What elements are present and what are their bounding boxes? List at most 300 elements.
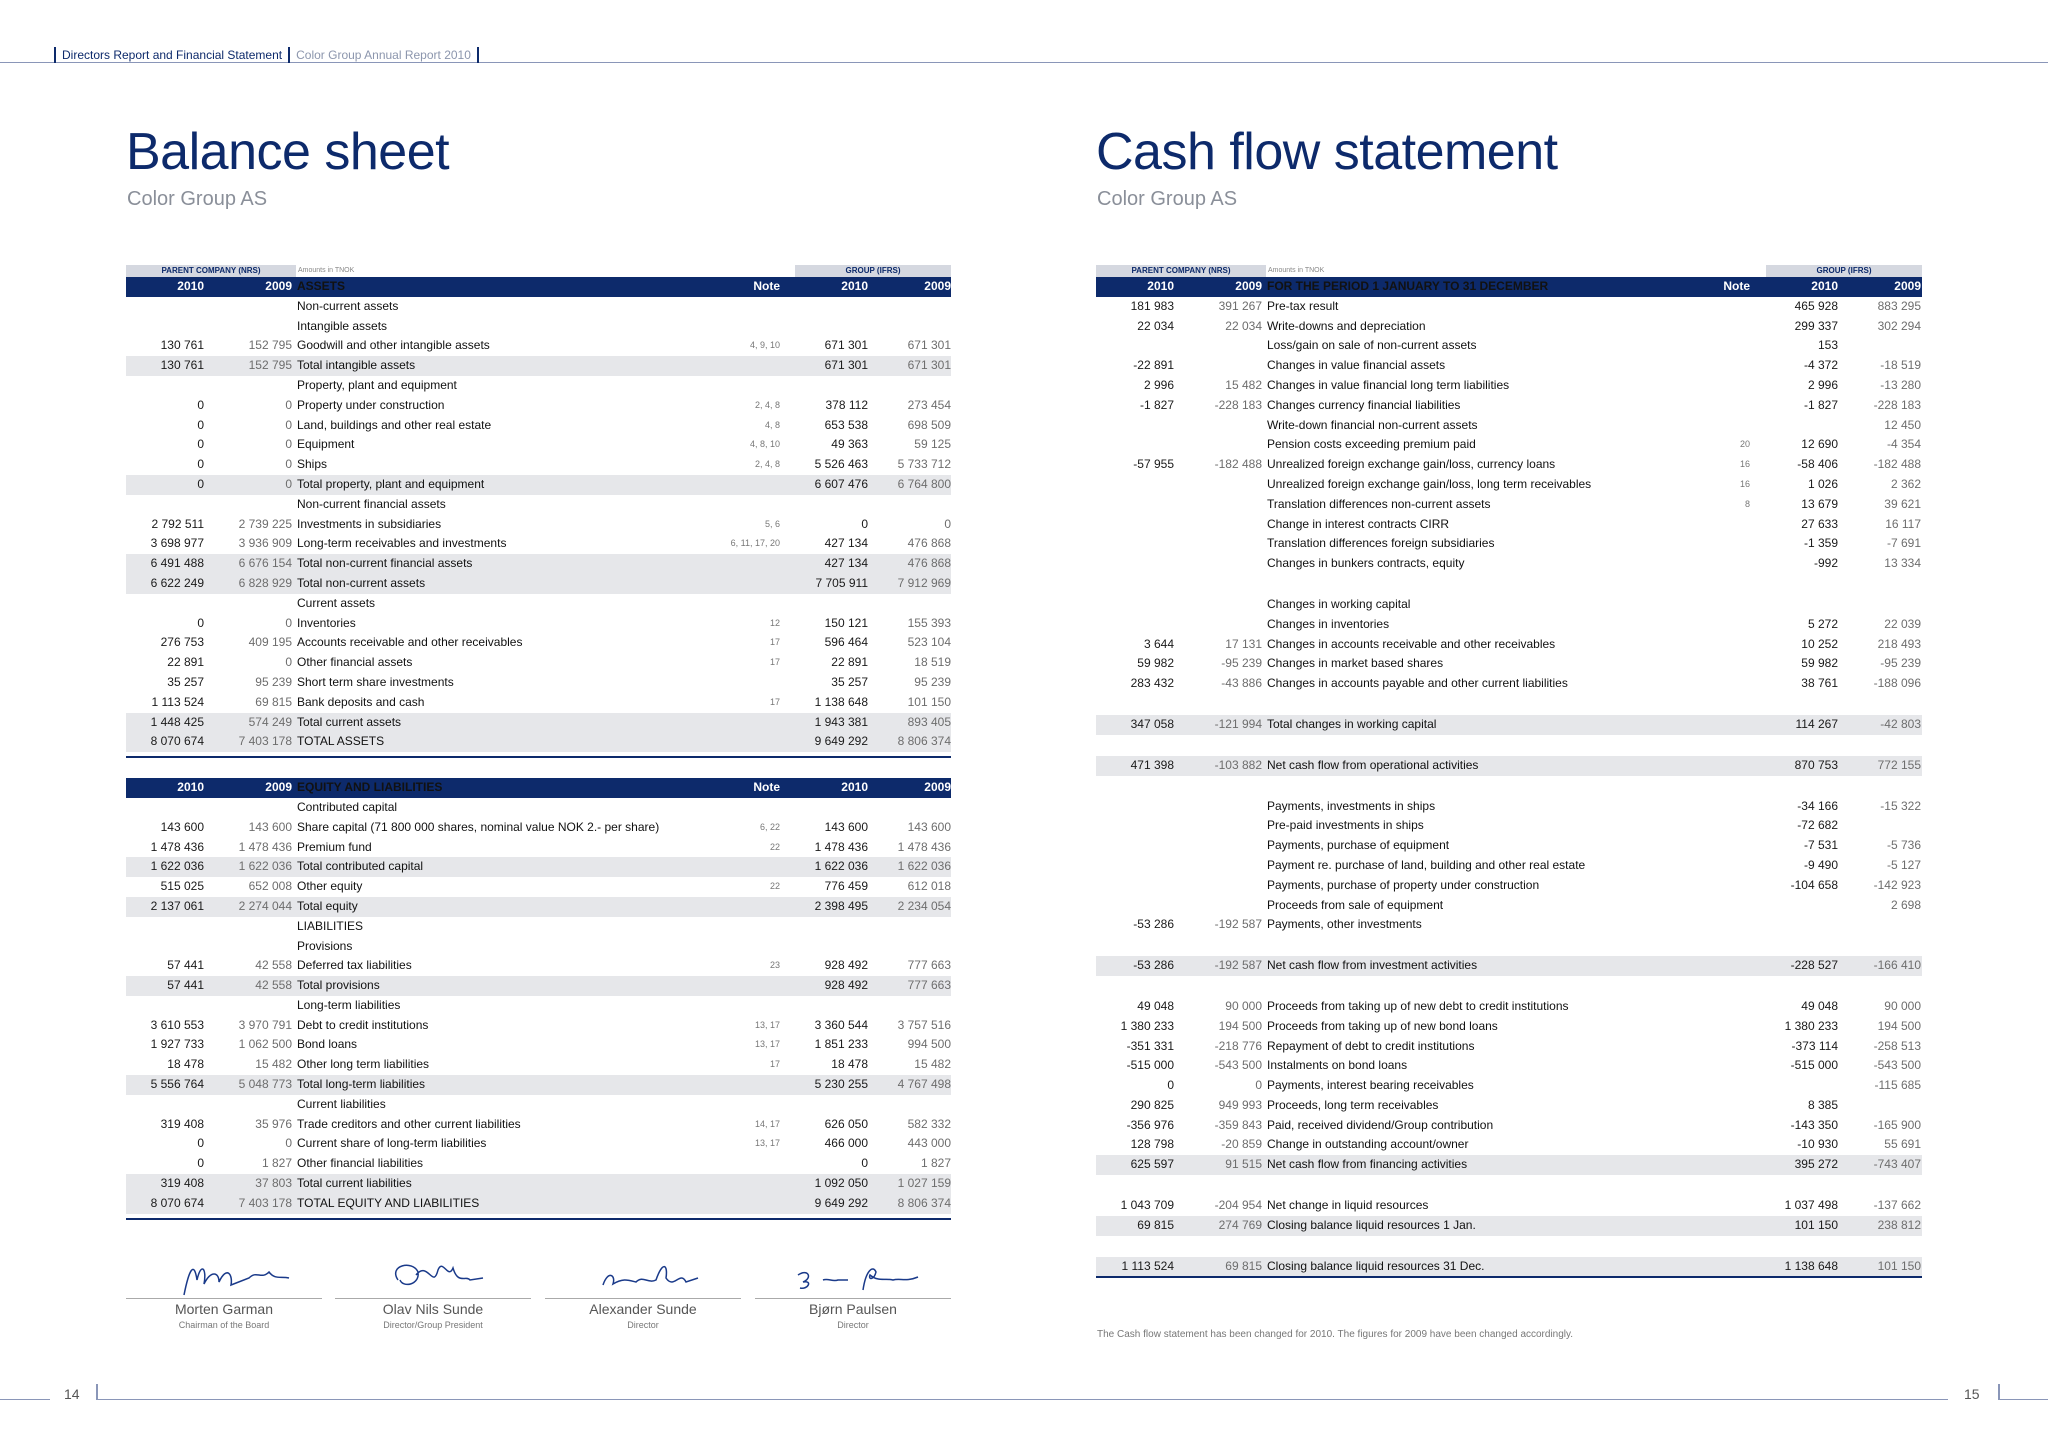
- table-row: [1096, 1037, 1922, 1057]
- group-2009-cell: 476 868: [907, 536, 951, 551]
- amounts-label: Amounts in TNOK: [1268, 267, 1325, 274]
- group-2009-cell: -743 407: [1873, 1157, 1921, 1172]
- group-2009-cell: 1 478 436: [897, 839, 951, 854]
- parent-2009-cell: 69 815: [255, 694, 292, 709]
- parent-2010-cell: 2010: [177, 279, 204, 293]
- group-2009-cell: 59 125: [914, 437, 951, 452]
- group-2009-cell: 476 868: [907, 556, 951, 571]
- item-label: Total changes in working capital: [1267, 716, 1437, 731]
- signature-scribble: [149, 1250, 299, 1300]
- group-2009-cell: 6 764 800: [897, 476, 951, 491]
- parent-2010-cell: 128 798: [1130, 1137, 1174, 1152]
- item-label: Net cash flow from financing activities: [1267, 1157, 1468, 1172]
- parent-2010-cell: 1 380 233: [1120, 1018, 1174, 1033]
- group-2009-cell: 994 500: [907, 1037, 951, 1052]
- group-2010-cell: 653 538: [824, 417, 868, 432]
- group-2009-cell: 101 150: [1877, 1258, 1921, 1273]
- table-row: [1096, 297, 1922, 317]
- group-2010-cell: 12 690: [1801, 437, 1838, 452]
- parent-2009-cell: 3 970 791: [238, 1017, 292, 1032]
- parent-2010-cell: -351 331: [1126, 1038, 1174, 1053]
- group-2009-cell: 16 117: [1885, 516, 1921, 531]
- parent-2009-cell: 95 239: [255, 674, 292, 689]
- group-2010-cell: -7 531: [1803, 838, 1838, 853]
- group-2009-cell: 2009: [924, 780, 951, 795]
- group-2009-cell: 8 806 374: [897, 1195, 951, 1210]
- table-row: [126, 838, 951, 858]
- group-2009-cell: 582 332: [907, 1116, 951, 1131]
- table-row: [1096, 317, 1922, 337]
- cashflow-subtitle: Color Group AS: [1097, 188, 1238, 210]
- table-row: [126, 996, 951, 1016]
- group-2010-cell: -1 827: [1803, 397, 1838, 412]
- parent-2009-cell: 0: [285, 397, 292, 412]
- parent-2009-cell: -543 500: [1214, 1058, 1262, 1073]
- group-2010-cell: 10 252: [1801, 636, 1838, 651]
- row-spacer: [1096, 976, 1922, 997]
- item-label: Provisions: [297, 938, 353, 953]
- parent-company-label: PARENT COMPANY (NRS): [126, 265, 296, 277]
- group-2009-cell: 95 239: [914, 674, 951, 689]
- table-row: [1096, 674, 1922, 694]
- amounts-label: Amounts in TNOK: [298, 267, 355, 274]
- item-label: Change in outstanding account/owner: [1267, 1137, 1469, 1152]
- item-label: Unrealized foreign exchange gain/loss, long term receivables: [1267, 476, 1592, 491]
- parent-2010-cell: 2010: [1147, 279, 1174, 293]
- item-label: Property under construction: [297, 397, 445, 412]
- parent-2010-cell: 0: [197, 476, 204, 491]
- item-label: Net change in liquid resources: [1267, 1198, 1429, 1213]
- table-row: [126, 1115, 951, 1135]
- table-row: [126, 937, 951, 957]
- table-row: [126, 877, 951, 897]
- item-label: Closing balance liquid resources 31 Dec.: [1267, 1258, 1485, 1273]
- table-row: [126, 297, 951, 317]
- table-row: [1096, 534, 1922, 554]
- group-2010-cell: 59 982: [1801, 656, 1838, 671]
- group-2010-cell: 143 600: [824, 819, 868, 834]
- footer-rule: [0, 1399, 50, 1400]
- parent-2009-cell: 7 403 178: [238, 1195, 292, 1210]
- parent-2009-cell: 143 600: [248, 819, 292, 834]
- group-2009-cell: -7 691: [1886, 536, 1921, 551]
- parent-2009-cell: 0: [285, 476, 292, 491]
- note-cell: 22: [769, 881, 780, 892]
- item-label: Instalments on bond loans: [1267, 1058, 1408, 1073]
- group-2009-cell: -543 500: [1873, 1058, 1921, 1073]
- table-row: [126, 475, 951, 495]
- group-2009-cell: 2009: [924, 279, 951, 293]
- group-2010-cell: 0: [861, 516, 868, 531]
- parent-2010-cell: 2 792 511: [151, 516, 204, 531]
- parent-2010-cell: 1 478 436: [150, 839, 204, 854]
- item-label: Proceeds, long term receivables: [1267, 1097, 1439, 1112]
- item-label: Proceeds from taking up of new debt to credit institutions: [1267, 998, 1569, 1013]
- footer-tick: [96, 1384, 98, 1400]
- table-rule: [126, 1218, 951, 1220]
- group-2010-cell: 22 891: [831, 655, 868, 670]
- group-2009-cell: 2 698: [1890, 897, 1921, 912]
- group-2009-cell: 883 295: [1877, 298, 1921, 313]
- table-row: [1096, 635, 1922, 655]
- group-2010-cell: 928 492: [824, 958, 868, 973]
- item-label: Total long-term liabilities: [297, 1077, 426, 1092]
- note-cell: 5, 6: [764, 518, 780, 529]
- table-row: [1096, 1155, 1922, 1175]
- item-label: FOR THE PERIOD 1 JANUARY TO 31 DECEMBER: [1267, 279, 1549, 293]
- group-2009-cell: -165 900: [1873, 1117, 1921, 1132]
- table-row: [1096, 956, 1922, 976]
- group-2009-cell: 238 812: [1877, 1217, 1921, 1232]
- item-label: Contributed capital: [297, 799, 398, 814]
- parent-2009-cell: 2 739 225: [238, 516, 292, 531]
- note-cell: 17: [769, 637, 780, 648]
- table-row: [1096, 475, 1922, 495]
- parent-2009-cell: 1 827: [261, 1156, 292, 1171]
- note-cell: 4, 8, 10: [749, 439, 780, 450]
- parent-2010-cell: 22 891: [167, 655, 204, 670]
- group-2010-cell: -373 114: [1791, 1038, 1838, 1053]
- group-2010-cell: 9 649 292: [814, 1195, 868, 1210]
- table-row: [1096, 1076, 1922, 1096]
- item-label: Net cash flow from operational activities: [1267, 757, 1479, 772]
- group-2009-cell: 612 018: [907, 879, 951, 894]
- parent-2010-cell: 0: [197, 1156, 204, 1171]
- table-row: [1096, 856, 1922, 876]
- table-row: [1096, 654, 1922, 674]
- parent-2009-cell: 6 676 154: [238, 556, 292, 571]
- parent-2009-cell: 91 515: [1225, 1157, 1262, 1172]
- item-label: Long-term receivables and investments: [297, 536, 507, 551]
- signatory-role: Director/Group President: [383, 1320, 483, 1330]
- table-row: [1096, 1196, 1922, 1216]
- parent-2009-cell: 42 558: [255, 978, 292, 993]
- parent-2009-cell: 1 062 500: [238, 1037, 292, 1052]
- table-row: [126, 1134, 951, 1154]
- group-2009-cell: 2009: [1894, 279, 1921, 293]
- note-cell: Note: [753, 279, 780, 293]
- parent-2009-cell: 1 622 036: [238, 859, 292, 874]
- item-label: Long-term liabilities: [297, 997, 401, 1012]
- note-cell: 13, 17: [754, 1039, 780, 1050]
- parent-2010-cell: 18 478: [167, 1057, 204, 1072]
- group-2009-cell: -142 923: [1873, 877, 1921, 892]
- parent-2009-cell: 574 249: [248, 714, 292, 729]
- signatory-name: Bjørn Paulsen: [809, 1301, 897, 1317]
- item-label: Non-current financial assets: [297, 496, 446, 511]
- note-cell: 17: [769, 696, 780, 707]
- group-2009-cell: -95 239: [1880, 656, 1921, 671]
- row-spacer: [1096, 1175, 1922, 1196]
- group-2009-cell: 772 155: [1877, 757, 1921, 772]
- parent-2009-cell: 69 815: [1225, 1258, 1262, 1273]
- group-2010-cell: 1 026: [1807, 476, 1838, 491]
- item-label: Deferred tax liabilities: [297, 958, 412, 973]
- parent-2010-cell: 471 398: [1130, 757, 1174, 772]
- parent-2009-cell: -192 587: [1214, 958, 1262, 973]
- note-cell: 23: [769, 960, 780, 971]
- item-label: Payments, purchase of property under construction: [1267, 877, 1540, 892]
- parent-2009-cell: 152 795: [248, 358, 292, 373]
- item-label: Total property, plant and equipment: [297, 476, 485, 491]
- note-cell: 13, 17: [754, 1019, 780, 1030]
- item-label: Current share of long-term liabilities: [297, 1136, 487, 1151]
- group-2010-cell: 2 996: [1807, 377, 1838, 392]
- item-label: Net cash flow from investment activities: [1267, 958, 1478, 973]
- group-2009-cell: 90 000: [1884, 998, 1921, 1013]
- item-label: Debt to credit institutions: [297, 1017, 429, 1032]
- group-2009-cell: 218 493: [1877, 636, 1921, 651]
- group-2010-cell: -1 359: [1803, 536, 1838, 551]
- group-2010-cell: 9 649 292: [814, 734, 868, 749]
- parent-2009-cell: -218 776: [1214, 1038, 1262, 1053]
- item-label: Current assets: [297, 595, 376, 610]
- parent-2010-cell: 5 556 764: [150, 1077, 204, 1092]
- group-2010-cell: -515 000: [1790, 1058, 1838, 1073]
- table-row: [126, 416, 951, 436]
- group-2009-cell: 12 450: [1884, 417, 1921, 432]
- table-row: [126, 396, 951, 416]
- table-row: [126, 1154, 951, 1174]
- item-label: Other long term liabilities: [297, 1057, 430, 1072]
- table-row: [1096, 1216, 1922, 1236]
- parent-2009-cell: 1 478 436: [238, 839, 292, 854]
- parent-2010-cell: 0: [197, 615, 204, 630]
- parent-2009-cell: -43 886: [1221, 676, 1262, 691]
- table-row: [126, 554, 951, 574]
- table-row: [126, 976, 951, 996]
- group-2010-cell: 1 037 498: [1784, 1198, 1838, 1213]
- group-2009-cell: -18 519: [1880, 358, 1921, 373]
- group-2010-cell: -228 527: [1790, 958, 1838, 973]
- item-label: Translation differences foreign subsidiaries: [1267, 536, 1495, 551]
- table-row: [1096, 756, 1922, 776]
- item-label: Pre-paid investments in ships: [1267, 818, 1424, 833]
- group-2010-cell: 1 478 436: [814, 839, 868, 854]
- parent-2009-cell: 0: [285, 417, 292, 432]
- table-row: [126, 356, 951, 376]
- item-label: Pre-tax result: [1267, 298, 1339, 313]
- table-row: [126, 713, 951, 733]
- group-2010-cell: 2010: [841, 279, 868, 293]
- parent-2010-cell: -57 955: [1133, 457, 1174, 472]
- parent-2010-cell: 0: [197, 397, 204, 412]
- note-cell: 6, 22: [759, 821, 780, 832]
- group-2009-cell: 194 500: [1877, 1018, 1921, 1033]
- group-2010-cell: 5 272: [1807, 616, 1838, 631]
- parent-2010-cell: 1 113 524: [1121, 1258, 1174, 1273]
- table-row: [1096, 495, 1922, 515]
- row-spacer: [1096, 935, 1922, 956]
- parent-2010-cell: -53 286: [1133, 958, 1174, 973]
- parent-2009-cell: 0: [285, 437, 292, 452]
- table-row: [126, 455, 951, 475]
- group-2009-cell: 15 482: [914, 1057, 951, 1072]
- parent-2009-cell: 6 828 929: [238, 575, 292, 590]
- table-row: [1096, 396, 1922, 416]
- group-2009-cell: 443 000: [907, 1136, 951, 1151]
- item-label: Payment re. purchase of land, building and other real estate: [1267, 857, 1586, 872]
- item-label: Paid, received dividend/Group contribution: [1267, 1117, 1494, 1132]
- parent-2009-cell: 22 034: [1225, 318, 1262, 333]
- item-label: Translation differences non-current assets: [1267, 496, 1491, 511]
- parent-2009-cell: 2009: [1235, 279, 1262, 293]
- group-2010-cell: 626 050: [824, 1116, 868, 1131]
- group-2009-cell: 671 301: [907, 338, 951, 353]
- group-2010-cell: 1 943 381: [814, 714, 868, 729]
- note-cell: 4, 8: [764, 419, 780, 430]
- parent-2010-cell: 8 070 674: [150, 1195, 204, 1210]
- parent-2010-cell: 57 441: [167, 978, 204, 993]
- item-label: Total current assets: [297, 714, 402, 729]
- cashflow-title: Cash flow statement: [1096, 123, 1558, 181]
- table-row: [1096, 376, 1922, 396]
- table-row: [126, 653, 951, 673]
- item-label: Other financial liabilities: [297, 1156, 424, 1171]
- table-row: [126, 956, 951, 976]
- parent-2010-cell: 3 698 977: [150, 536, 204, 551]
- table-row: [1096, 797, 1922, 817]
- table-row: [126, 515, 951, 535]
- table-row: [1096, 1056, 1922, 1076]
- group-2009-cell: 155 393: [907, 615, 951, 630]
- group-2010-cell: 299 337: [1794, 318, 1838, 333]
- note-cell: Note: [753, 780, 780, 795]
- item-label: ASSETS: [297, 279, 346, 293]
- table-row: [126, 1194, 951, 1214]
- item-label: Changes in working capital: [1267, 596, 1411, 611]
- item-label: Total non-current financial assets: [297, 556, 473, 571]
- item-label: Changes in value financial assets: [1267, 358, 1446, 373]
- group-2010-cell: 6 607 476: [814, 476, 868, 491]
- item-label: Closing balance liquid resources 1 Jan.: [1267, 1217, 1476, 1232]
- group-2009-cell: 0: [944, 516, 951, 531]
- parent-2010-cell: -515 000: [1126, 1058, 1174, 1073]
- group-2010-cell: 153: [1817, 338, 1838, 353]
- note-cell: 17: [769, 657, 780, 668]
- note-cell: 2, 4, 8: [754, 459, 780, 470]
- item-label: Intangible assets: [297, 318, 388, 333]
- table-rule: [1096, 1276, 1922, 1278]
- item-label: Total intangible assets: [297, 358, 416, 373]
- table-row: [126, 336, 951, 356]
- parent-2010-cell: 3 610 553: [150, 1017, 204, 1032]
- group-2010-cell: -58 406: [1797, 457, 1838, 472]
- parent-2010-cell: 2 137 061: [150, 898, 204, 913]
- parent-2010-cell: 1 622 036: [150, 859, 204, 874]
- parent-2010-cell: 8 070 674: [150, 734, 204, 749]
- parent-2010-cell: 515 025: [160, 879, 204, 894]
- item-label: Change in interest contracts CIRR: [1267, 516, 1450, 531]
- item-label: Changes in accounts receivable and other receivables: [1267, 636, 1556, 651]
- group-2010-cell: -10 930: [1797, 1137, 1838, 1152]
- table-row: [126, 614, 951, 634]
- item-label: Accounts receivable and other receivables: [297, 635, 523, 650]
- item-label: Repayment of debt to credit institutions: [1267, 1038, 1475, 1053]
- group-label: GROUP (IFRS): [1766, 265, 1922, 277]
- item-label: Payments, purchase of equipment: [1267, 838, 1450, 853]
- breadcrumb-section[interactable]: Directors Report and Financial Statement: [62, 48, 283, 62]
- group-2010-cell: 8 385: [1807, 1097, 1838, 1112]
- parent-2010-cell: 319 408: [160, 1176, 204, 1191]
- group-2010-cell: 38 761: [1801, 676, 1838, 691]
- table-header-row: [126, 277, 951, 297]
- parent-2010-cell: -356 976: [1126, 1117, 1174, 1132]
- group-2009-cell: 777 663: [907, 958, 951, 973]
- parent-2010-cell: 625 597: [1130, 1157, 1174, 1172]
- table-row: [1096, 336, 1922, 356]
- parent-2009-cell: 42 558: [255, 958, 292, 973]
- page-number-left: 14: [64, 1386, 80, 1402]
- page-number-right: 15: [1964, 1386, 1980, 1402]
- parent-2010-cell: 1 927 733: [150, 1037, 204, 1052]
- item-label: Unrealized foreign exchange gain/loss, currency loans: [1267, 457, 1556, 472]
- group-2009-cell: 5 733 712: [897, 457, 951, 472]
- balance-subtitle: Color Group AS: [127, 188, 268, 210]
- parent-company-label: PARENT COMPANY (NRS): [1096, 265, 1266, 277]
- group-2009-cell: 273 454: [907, 397, 951, 412]
- group-label: GROUP (IFRS): [795, 265, 951, 277]
- table-row: [126, 435, 951, 455]
- table-row: [1096, 554, 1922, 574]
- table-row: [126, 376, 951, 396]
- group-2010-cell: 49 363: [831, 437, 868, 452]
- item-label: Total provisions: [297, 978, 380, 993]
- group-2010-cell: 1 380 233: [1784, 1018, 1838, 1033]
- table-row: [126, 857, 951, 877]
- parent-2009-cell: 0: [1255, 1078, 1262, 1093]
- parent-2009-cell: 152 795: [248, 338, 292, 353]
- table-row: [1096, 416, 1922, 436]
- breadcrumb-report[interactable]: Color Group Annual Report 2010: [296, 48, 471, 62]
- item-label: Land, buildings and other real estate: [297, 417, 492, 432]
- parent-2010-cell: 283 432: [1130, 676, 1174, 691]
- signature-block: [335, 1250, 531, 1330]
- item-label: Total contributed capital: [297, 859, 424, 874]
- group-2009-cell: 22 039: [1884, 616, 1921, 631]
- signatory-name: Morten Garman: [174, 1301, 274, 1317]
- item-label: Changes in market based shares: [1267, 656, 1444, 671]
- table-row: [126, 732, 951, 752]
- parent-2009-cell: -204 954: [1214, 1198, 1262, 1213]
- parent-2010-cell: 3 644: [1143, 636, 1174, 651]
- group-2010-cell: -34 166: [1797, 798, 1838, 813]
- group-2009-cell: 7 912 969: [897, 575, 951, 590]
- parent-2010-cell: 6 622 249: [150, 575, 204, 590]
- signature-scribble: [568, 1250, 718, 1300]
- item-label: TOTAL ASSETS: [297, 734, 385, 749]
- signatory-name: Olav Nils Sunde: [382, 1301, 484, 1317]
- balance-title: Balance sheet: [126, 123, 450, 181]
- parent-2009-cell: 5 048 773: [238, 1077, 292, 1092]
- parent-2010-cell: -22 891: [1133, 358, 1174, 373]
- note-cell: 6, 11, 17, 20: [730, 538, 780, 549]
- group-2010-cell: 2 398 495: [814, 898, 868, 913]
- group-2010-cell: 378 112: [825, 397, 868, 412]
- table-row: [1096, 1257, 1922, 1277]
- item-label: Changes in value financial long term liabilities: [1267, 377, 1510, 392]
- item-label: Total current liabilities: [297, 1176, 412, 1191]
- table-row: [1096, 515, 1922, 535]
- item-label: TOTAL EQUITY AND LIABILITIES: [297, 1195, 480, 1210]
- table-row: [126, 693, 951, 713]
- row-spacer: [1096, 1236, 1922, 1257]
- parent-2010-cell: 1 043 709: [1120, 1198, 1174, 1213]
- parent-2010-cell: 2010: [177, 780, 204, 795]
- parent-2009-cell: 274 769: [1218, 1217, 1262, 1232]
- item-label: Share capital (71 800 000 shares, nominal value NOK 2.- per share): [297, 819, 660, 834]
- item-label: Ships: [297, 457, 328, 472]
